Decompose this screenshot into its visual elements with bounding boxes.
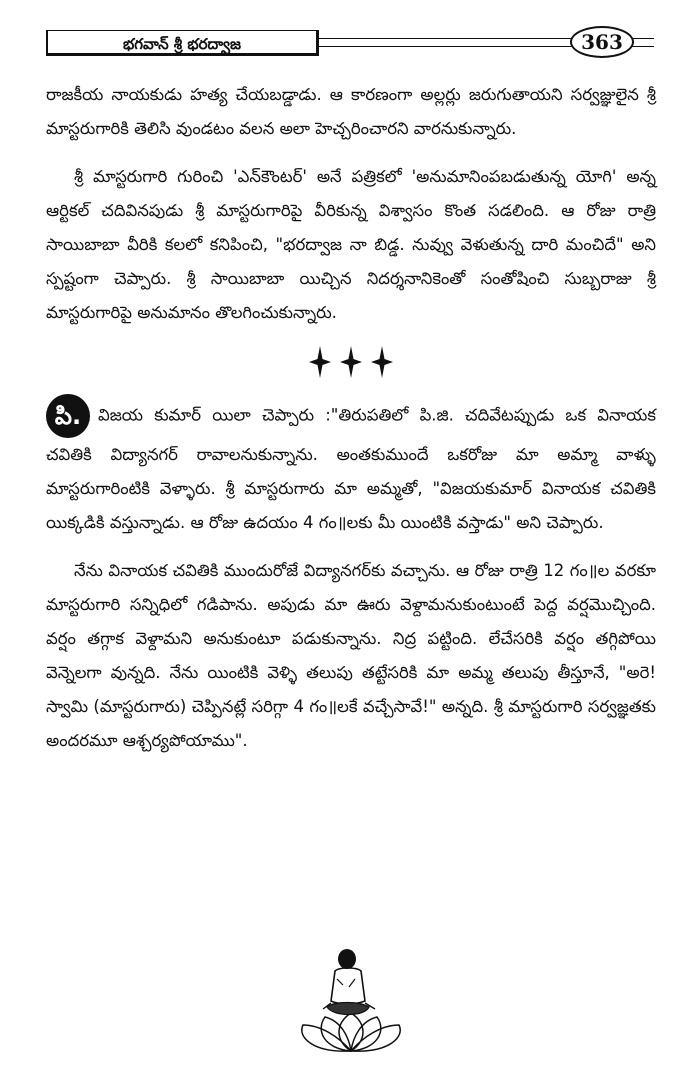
section-ornament (46, 344, 656, 386)
page-body (46, 78, 656, 772)
header-rule (318, 38, 586, 47)
paragraph-4: నేను వినాయక చవితికి ముందురోజే విద్యానగర్‌కు వచ్చాను. ఆ రోజు రాత్రి 12 గం॥ల వరకూ మాస్టరుగారి సన్నిధిలో గడిపాను. అపుడు మా ఊరు వెళ్దామనుకుంటుంటే పెద్ద వర్షమొచ్చింది. వర్షం తగ్గాక వెళ్దామని అనుకుంటూ పడుకున్నాను. నిద్ర పట్టింది. లేచేసరికి వర్షం తగ్గిపోయి వెన్నెలగా వున్నది. నేను యింటికి వెళ్ళి తలుపు తట్టేసరికి మా అమ్మ తలుపు తీస్తూనే, "అరె! స్వామి (మాస్టరుగారు) చెప్పినట్లే సరిగ్గా 4 గం॥లకే వచ్చేసావే!" అన్నది. శ్రీ మాస్టరుగారి సర్వజ్ఞతకు అందరమూ ఆశ్చర్యపోయాము". (46, 561, 656, 750)
paragraph-1: రాజకీయ నాయకుడు హత్య చేయబడ్డాడు. ఆ కారణంగా అల్లర్లు జరుగుతాయని సర్వజ్ఞులైన శ్రీ మాస్టరుగారికి తెలిసి వుండటం వలన అలా హెచ్చరించారని వారనుకున్నారు. (46, 85, 656, 138)
page-number: 363 (570, 26, 634, 58)
star-ornament-icon (307, 344, 333, 380)
header-title: భగవాన్ శ్రీ భరద్వాజ (123, 35, 241, 53)
drop-initial: పి. (46, 394, 90, 438)
star-ornament-icon (338, 344, 364, 380)
paragraph-2: శ్రీ మాస్టరుగారి గురించి 'ఎన్‌కౌంటర్' అనే పత్రికలో 'అనుమానింపబడుతున్న యోగి' అన్న ఆర్టికల్ చదివినపుడు శ్రీ మాస్టరుగారిపై వీరికున్న విశ్వాసం కొంత సడలింది. ఆ రోజు రాత్రి సాయిబాబా వీరికి కలలో కనిపించి, "భరద్వాజ నా బిడ్డ. నువ్వు వెళుతున్న దారి మంచిదే" అని స్పష్టంగా చెప్పారు. శ్రీ సాయిబాబా యిచ్చిన నిదర్శనానికెంతో సంతోషించి సుబ్బరాజు శ్రీ మాస్టరుగారిపై అనుమానం తొలగించుకున్నారు. (46, 167, 656, 322)
star-ornament-icon (369, 344, 395, 380)
master-on-lotus-illustration (295, 945, 407, 1055)
paragraph-3 (46, 394, 656, 540)
header-title-box (46, 30, 319, 56)
paragraph-3-text: విజయ కుమార్ యిలా చెప్పారు :"తిరుపతిలో పి.జి. చదివేటప్పుడు ఒక వినాయక చవితికి విద్యానగర్ రావాలనుకున్నాను. అంతకుముందే ఒకరోజు మా అమ్మా వాళ్ళు మాస్టరుగారింటికి వెళ్ళారు. శ్రీ మాస్టరుగారు మా అమ్మతో, "విజయకుమార్ వినాయక చవితికి యిక్కడికి వస్తున్నాడు. ఆ రోజు ఉదయం 4 గం॥లకు మీ యింటికి వస్తాడు" అని చెప్పారు. (46, 405, 656, 532)
running-header (46, 28, 654, 56)
